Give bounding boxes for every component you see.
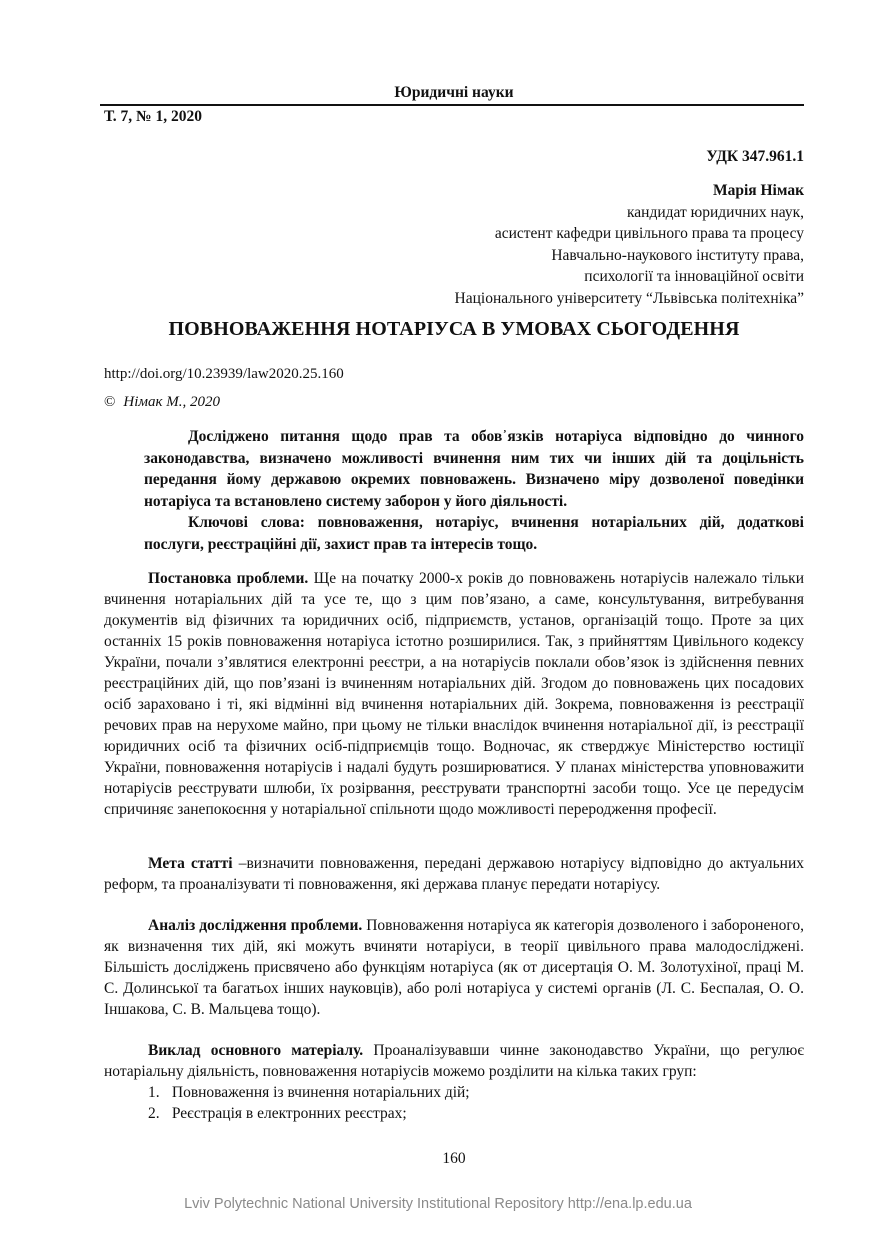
list-text: Реєстрація в електронних реєстрах; — [171, 1105, 407, 1122]
section-text: –визначити повноваження, передані державою нотаріусу відповідно до актуальних реформ, та проаналізувати ті повноваження, які держава планує передати нотаріусу. — [104, 855, 804, 893]
affiliation-line: Національного університету “Львівська політехніка” — [454, 289, 804, 307]
repository-footer: Lviv Polytechnic National University Institutional Repository http://ena.lp.edu.ua — [184, 1196, 692, 1212]
section-text: Ще на початку 2000-х років до повноважень нотаріусів належало тільки вчинення нотаріальних дій та усе те, що з цим пов’язано, а саме, консультування, витребування документів від фізичних та юридичних осіб, підприємств, установ, організацій тощо. Проте за цих останніх 15 років повноваження нотаріуса істотно розширилися. Так, з прийняттям Цивільного кодексу України, почали з’являтися електронні реєстри, а на нотаріусів поклали обов’язок із здійснення певних реєстраційних дій, що пов’язані із вчиненням нотаріальних дій. Згодом до повноважень цих посадових осіб зараховано і ті, які відмінні від вчинення нотаріальних дій. Зокрема, повноваження із реєстрації речових прав на нерухоме майно, при цьому не тільки внаслідок вчинення нотаріальної дії, із реєстрації юридичних осіб та фізичних осіб-підприємців тощо. Водночас, як стверджує Міністерство юстиції України, повноваження нотаріусів і надалі будуть розширюватися. У планах міністерства уповноважити нотаріусів реєструвати шлюби, їх розірвання, реєструвати транспортні засоби тощо. Усе це передусім спричиняє занепокоєння у нотаріальної спільноти щодо можливості переродження професії. — [104, 570, 804, 818]
copyright-symbol: © — [104, 394, 116, 410]
abstract — [144, 426, 804, 555]
section-text: Повноваження нотаріуса як категорія дозволеного і забороненого, як визначення тих дій, які можуть вчиняти нотаріуси, в теорії цивільного права малодосліджені. Більшість досліджень присвячено або функціям нотаріуса (як от дисертація О. М. Золотухіної, праці М. С. Долинської та багатьох інших науковців), або ролі нотаріуса у системі органів (Л. С. Беспалая, О. О. Іншакова, С. В. Мальцева тощо). — [104, 917, 804, 1018]
section-heading: Постановка проблеми. — [148, 570, 309, 587]
abstract-text: Досліджено питання щодо прав та обов᾿язків нотаріуса відповідно до чинного законодавства, визначено можливості вчинення ним тих чи інших дій та доцільність передання йому державою окремих повноважень. Визначено міру дозволеної поведінки нотаріуса та встановлено систему заборон у його діяльності. — [144, 428, 804, 510]
udk-code: УДК 347.961.1 — [706, 148, 804, 165]
author-name: Марія Німак — [712, 182, 804, 199]
list-number: 2. — [148, 1105, 160, 1122]
list-item — [104, 1082, 804, 1103]
list-item — [104, 1103, 804, 1124]
doi-link[interactable]: http://doi.org/10.23939/law2020.25.160 — [104, 366, 344, 382]
journal-section-header: Юридичні науки — [394, 84, 514, 101]
affiliation-line: психології та інноваційної освіти — [584, 268, 804, 285]
section-heading: Виклад основного матеріалу. — [148, 1042, 364, 1059]
section-problem-statement — [104, 568, 804, 820]
copyright-line — [104, 394, 220, 411]
affiliation-line: кандидат юридичних наук, — [626, 203, 804, 221]
header-rule — [100, 104, 804, 106]
section-article-goal — [104, 853, 804, 895]
section-text: Проаналізувавши чинне законодавство України, що регулює нотаріальну діяльність, повноваження нотаріусів можемо розділити на кілька таких груп: — [104, 1042, 804, 1080]
page-number: 160 — [442, 1150, 466, 1167]
keywords: Ключові слова: повноваження, нотаріус, вчинення нотаріальних дій, додаткові послуги, реєстраційні дії, захист прав та інтересів тощо. — [144, 514, 804, 553]
list-number: 1. — [148, 1084, 160, 1101]
list-text: Повноваження із вчинення нотаріальних дій; — [171, 1084, 470, 1101]
affiliation-line: Навчально-наукового інституту права, — [551, 246, 804, 264]
article-title: ПОВНОВАЖЕННЯ НОТАРІУСА В УМОВАХ СЬОГОДЕННЯ — [168, 318, 740, 340]
section-problem-analysis — [104, 915, 804, 1020]
issue-info: Т. 7, № 1, 2020 — [104, 108, 202, 125]
section-heading: Мета статті — [148, 855, 233, 872]
copyright-holder: Німак М., 2020 — [123, 394, 220, 410]
author-block — [455, 180, 804, 309]
powers-list — [104, 1082, 804, 1124]
section-heading: Аналіз дослідження проблеми. — [148, 917, 363, 934]
section-main-material — [104, 1040, 804, 1124]
affiliation-line: асистент кафедри цивільного права та процесу — [494, 225, 804, 242]
